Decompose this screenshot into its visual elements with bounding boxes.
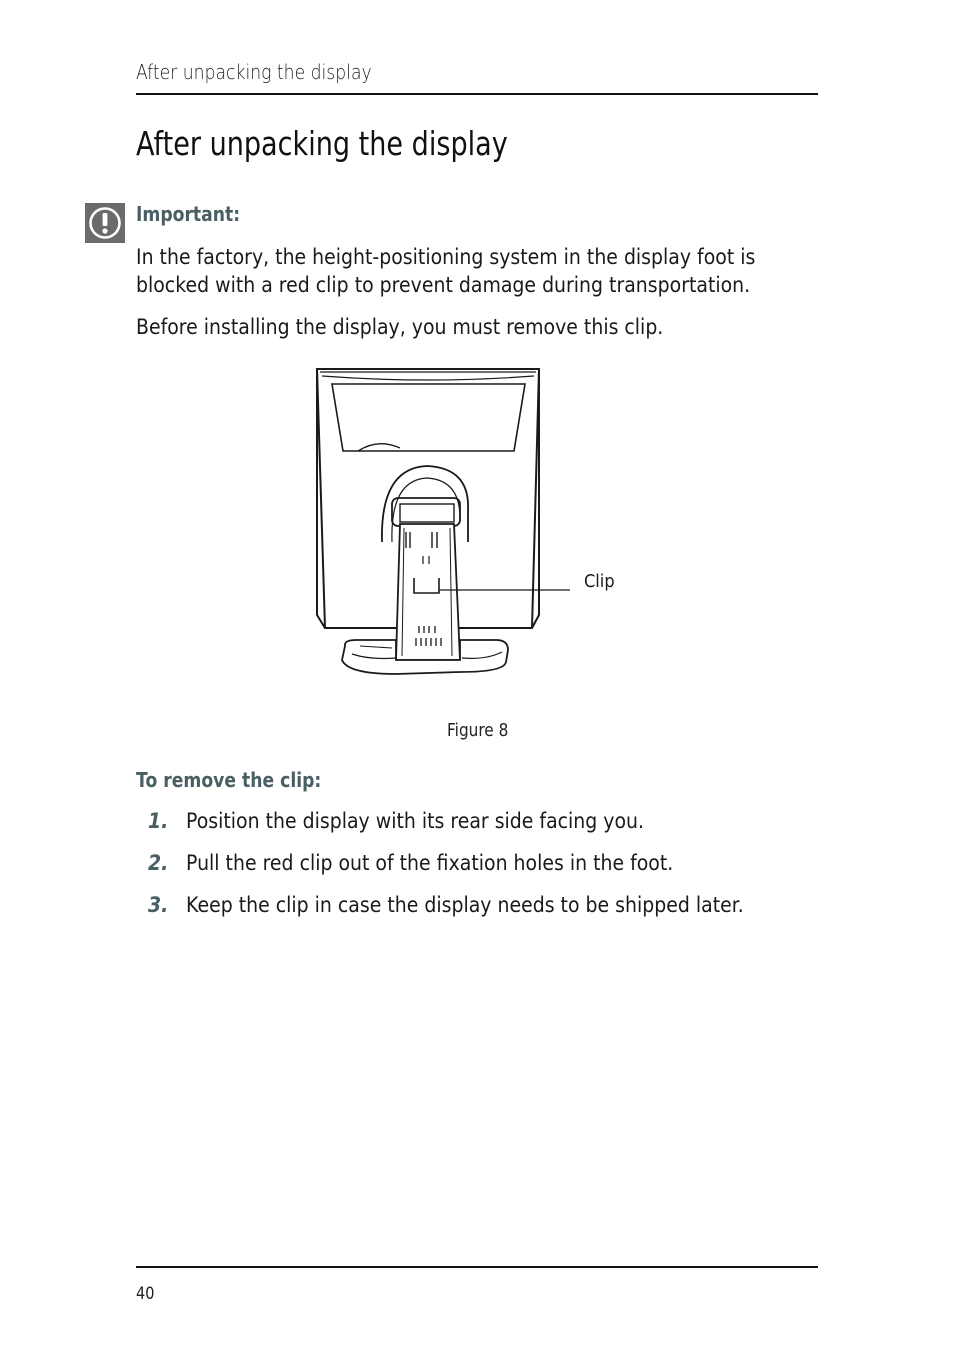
step-number: 1. (148, 809, 169, 833)
step-text: Position the display with its rear side facing you. (186, 809, 645, 833)
footer-rule (136, 1266, 818, 1268)
exclamation-icon (85, 203, 125, 243)
step-text: Keep the clip in case the display needs to be shipped later. (186, 893, 744, 917)
page-title: After unpacking the display (136, 124, 508, 163)
instruction-paragraph: Before installing the display, you must remove this clip. (136, 315, 664, 339)
step-text: Pull the red clip out of the fixation holes in the foot. (186, 851, 674, 875)
header-rule (136, 93, 818, 95)
running-header: After unpacking the display (136, 60, 372, 84)
step-number: 2. (148, 851, 169, 875)
display-rear-illustration (300, 360, 640, 690)
notice-paragraph: In the factory, the height-positioning system in the display foot is blocked with a red clip to prevent damage during transportation. (136, 245, 756, 297)
step-number: 3. (148, 893, 169, 917)
figure-caption: Figure 8 (447, 720, 509, 741)
clip-callout-label: Clip (584, 571, 615, 592)
page-number: 40 (136, 1284, 155, 1304)
important-label: Important: (136, 202, 241, 226)
procedure-heading: To remove the clip: (136, 768, 322, 792)
